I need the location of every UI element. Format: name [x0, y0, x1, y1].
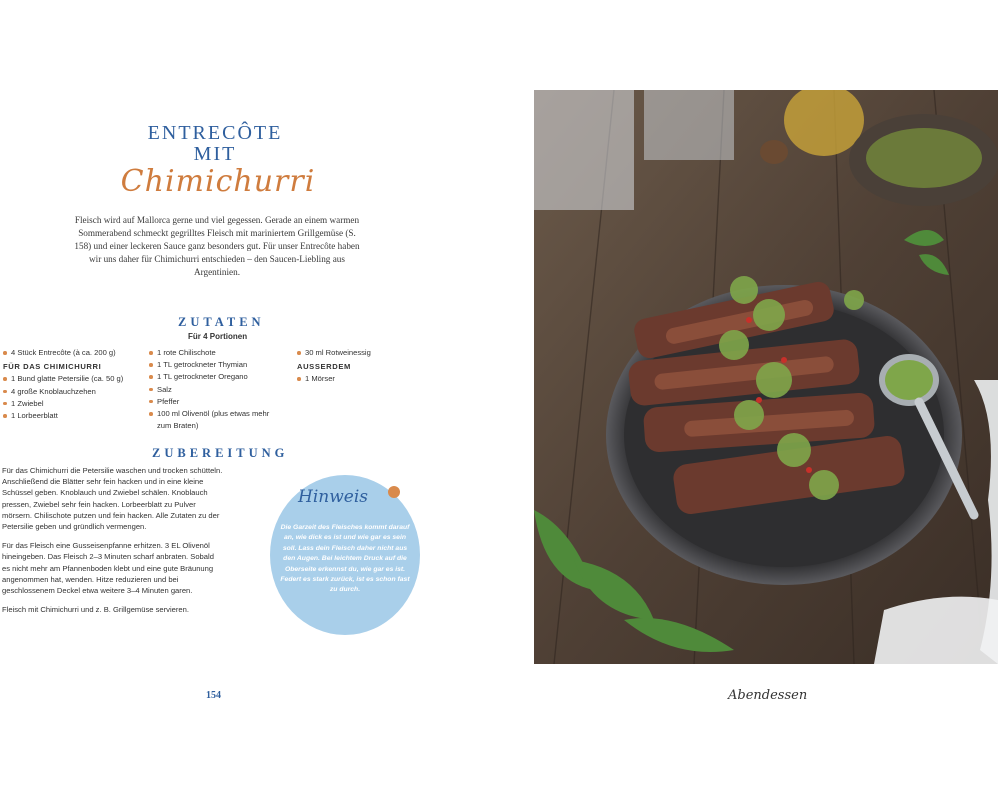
orange-fruit-icon: [388, 486, 400, 498]
ingredient-item: Pfeffer: [149, 396, 274, 408]
page-number: 154: [206, 690, 221, 701]
ingredient-item: 100 ml Olivenöl (plus etwas mehr zum Braten): [149, 408, 274, 432]
ingredient-item: 1 Zwiebel: [3, 398, 153, 410]
ingredients-column-3: [297, 347, 407, 386]
ingredients-heading: ZUTATEN: [178, 315, 265, 329]
ingredients-column-2: [149, 347, 274, 432]
ingredient-item: 1 TL getrockneter Thymian: [149, 359, 274, 371]
ingredient-item: 4 Stück Entrecôte (à ca. 200 g): [3, 347, 153, 359]
preparation-paragraph: Fleisch mit Chimichurri und z. B. Grillgemüse servieren.: [2, 605, 189, 615]
chapter-label: Abendessen: [728, 688, 808, 703]
note-text: Die Garzeit des Fleisches kommt darauf an, wie dick es ist und wie gar es sein soll. Lass dein Fleisch daher nicht aus den Augen. Bei leichtem Druck auf die Oberseite erkennst du, wie gar es ist. Federt es stark zurück, ist es schon fast zu durch.: [280, 524, 410, 594]
recipe-title-script: Chimichurri: [120, 164, 316, 199]
extras-subheading: AUSSERDEM: [297, 362, 351, 372]
ingredient-item: 1 Lorbeerblatt: [3, 410, 153, 422]
ingredient-item: Salz: [149, 384, 274, 396]
note-title: Hinweis: [298, 487, 368, 507]
ingredient-item: 1 TL getrockneter Oregano: [149, 371, 274, 383]
recipe-title-line2: MIT: [193, 143, 237, 165]
preparation-text: [2, 465, 224, 623]
ingredient-item: 1 Bund glatte Petersilie (ca. 50 g): [3, 373, 153, 385]
ingredient-item: 1 Mörser: [297, 373, 407, 385]
preparation-heading: ZUBEREITUNG: [152, 446, 289, 460]
portions-label: Für 4 Portionen: [188, 332, 248, 341]
preparation-paragraph: Für das Chimichurri die Petersilie waschen und trocken schütteln. Anschließend die Blätter sehr fein hacken und in eine kleine Schüssel geben. Knoblauch und Zwiebel schälen. Knoblauch pressen, Zwiebel sehr fein hacken. Lorbeerblatt zu Pulver mörsern. Chilischote putzen und fein hacken. Alle Zutaten zu der Petersilie geben und gründlich vermengen.: [2, 466, 223, 532]
recipe-intro: Fleisch wird auf Mallorca gerne und viel gegessen. Gerade an einem warmen Sommerabend schmeckt gegrilltes Fleisch mit mariniertem Grillgemüse (S. 158) und einer leckeren Sauce ganz besonders gut. Für unser Entrecôte haben wir uns daher für Chimichurri entschieden – den Saucen-Liebling aus Argentinien.: [74, 215, 360, 277]
ingredient-item: 30 ml Rotweinessig: [297, 347, 407, 359]
preparation-paragraph: Für das Fleisch eine Gusseisenpfanne erhitzen. 3 EL Olivenöl hineingeben. Das Fleisch 2–3 Minuten scharf anbraten. Sobald es nicht mehr am Pfannenboden klebt und eine gute Bräunung angenommen hat, wenden. Hitze reduzieren und bei geschlossenem Deckel etwa weitere 3–4 Minuten garen.: [2, 541, 214, 596]
recipe-title-line1: ENTRECÔTE: [147, 122, 283, 144]
ingredient-item: 1 rote Chilischote: [149, 347, 274, 359]
chimichurri-subheading: FÜR DAS CHIMICHURRI: [3, 362, 102, 372]
ingredient-item: 4 große Knoblauchzehen: [3, 386, 153, 398]
ingredients-column-1: [3, 347, 153, 422]
steak-with-chimichurri-photo: [534, 90, 998, 664]
